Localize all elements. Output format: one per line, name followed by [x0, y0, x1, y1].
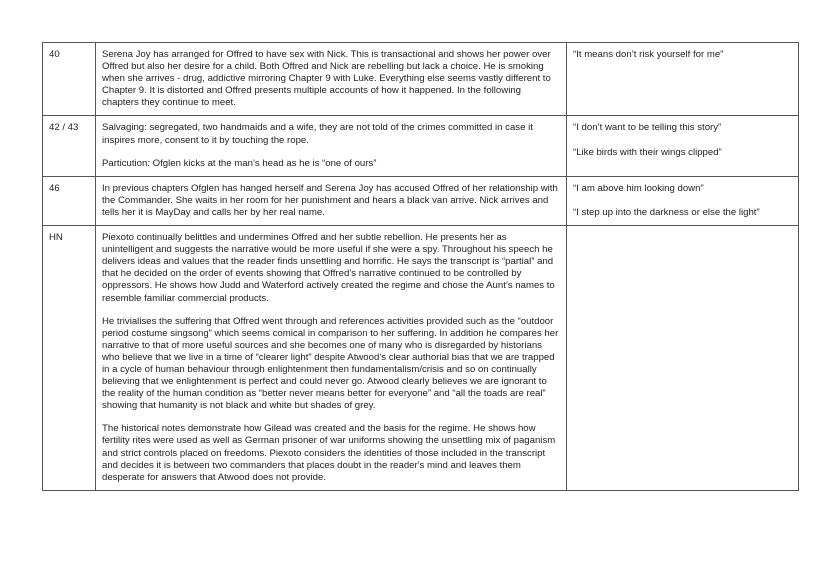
chapter-cell — [43, 43, 96, 116]
quotes-cell — [567, 176, 799, 225]
analysis-paragraph: Piexoto continually belittles and undermines Offred and her subtle rebellion. He presents her as unintelligent and suggests the narrative would be more useful if she were a spy. Throughout his speech he delivers ideas and values that the reader finds unsettling and horrific. He says the transcript is “partial” and that he decided on the order of events showing that Offred’s narrative continued to be controlled by oppressors. He shows how Judd and Waterford actively created the regime and chose the Aunt’s names to resemble familiar commercial products. — [102, 232, 555, 304]
table-row — [43, 176, 799, 225]
quotes-cell — [567, 43, 799, 116]
analysis-cell — [96, 116, 567, 176]
quote: “I am above him looking down” — [573, 182, 704, 194]
analysis-paragraph: In previous chapters Ofglen has hanged herself and Serena Joy has accused Offred of her relationship with the Commander. She waits in her room for her punishment and hears a black van arrive. Nick arrives and tells her it is MayDay and calls her by her real name. — [102, 182, 558, 218]
table-row — [43, 43, 799, 116]
notes-table — [42, 42, 799, 491]
analysis-cell — [96, 43, 567, 116]
analysis-paragraph: Particution: Ofglen kicks at the man’s head as he is “one of ours” — [102, 157, 377, 169]
analysis-paragraph: He trivialises the suffering that Offred went through and references activities provided such as the “outdoor period costume singsong” which seems comical in comparison to her suffering. In addition he compares her narrative to that of more useful sources and she becomes one of many who is disregarded by historians who believe that we live in a time of “clearer light” despite Atwood’s clear authorial bias that we are trapped in a cycle of human behaviour through enlightenment then fundamentalism/crisis and so on continually believing that we enlightenment is perfect and could never go. Atwood clearly believes we are ignorant to the reality of the human condition as “better never means better for everyone” and “all the toads are real” showing that humanity is not black and white but shades of grey. — [102, 315, 559, 412]
table-row — [43, 116, 799, 176]
quote: “It means don’t risk yourself for me” — [573, 49, 724, 60]
quotes-cell — [567, 116, 799, 176]
chapter-label: 46 — [49, 182, 60, 194]
chapter-label: 42 / 43 — [49, 122, 79, 134]
analysis-cell — [96, 226, 567, 491]
analysis-paragraph: The historical notes demonstrate how Gilead was created and the basis for the regime. He shows how fertility rites were used as well as German prisoner of war uniforms showing the unsettling mix of paganism and strict controls placed on freedoms. Piexoto considers the identities of those included in the transcript and decides it is between two commanders that places doubt in the reader's mind and leaves them desperate for answers that Atwood does not provide. — [102, 423, 556, 483]
quote: “I don’t want to be telling this story” — [573, 122, 722, 134]
quotes-cell — [567, 226, 799, 491]
chapter-cell — [43, 226, 96, 491]
quote: “Like birds with their wings clipped” — [573, 146, 722, 158]
table-row — [43, 226, 799, 491]
notes-table-body — [43, 43, 799, 491]
chapter-cell — [43, 116, 96, 176]
analysis-paragraph: Salvaging: segregated, two handmaids and a wife, they are not told of the crimes committed in case it inspires more, consent to it by touching the rope. — [102, 122, 533, 146]
chapter-cell — [43, 176, 96, 225]
analysis-cell — [96, 176, 567, 225]
quote: “I step up into the darkness or else the light” — [573, 206, 760, 218]
analysis-paragraph: Serena Joy has arranged for Offred to have sex with Nick. This is transactional and shows her power over Offred but also her desire for a child. Both Offred and Nick are rebelling but lack a choice. He is smoking when she arrives - drug, addictive mirroring Chapter 9 with Luke. Everything else seems vastly different to Chapter 9. It is distorted and Offred presents multiple accounts of how it happened. In the following chapters they continue to meet. — [102, 49, 551, 109]
chapter-label: HN — [49, 232, 63, 244]
chapter-label: 40 — [49, 49, 60, 60]
